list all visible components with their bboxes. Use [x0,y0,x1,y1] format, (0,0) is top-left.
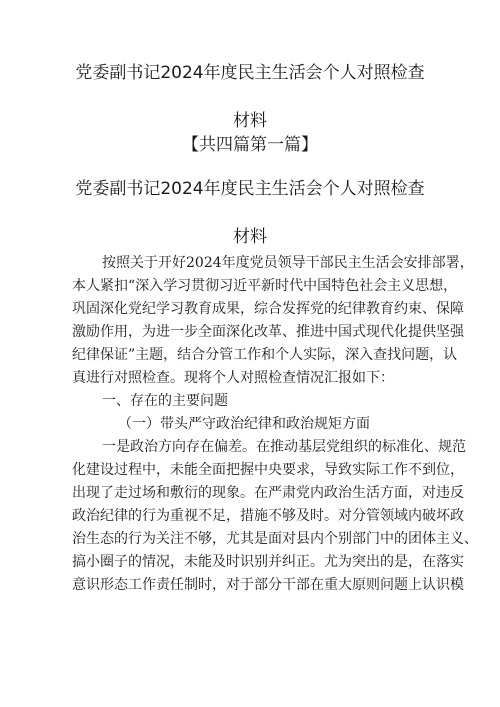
body-line: 治生态的行为关注不够，尤其是面对县内个别部门中的团体主义、 [72,531,478,547]
document-title-line-2: 材料 [233,111,267,131]
document-subtitle: 【共四篇第一篇】 [182,135,318,155]
body-line: 化建设过程中，未能全面把握中央要求，导致实际工作不到位， [72,462,464,478]
intro-line: 激励作用，为进一步全面深化改革、推进中国式现代化提供坚强 [72,324,464,340]
article-title-line-2: 材料 [233,227,267,247]
body-line: 意识形态工作责任制时，对于部分干部在重大原则问题上认识模 [72,577,464,593]
intro-line: 巩固深化党纪学习教育成果，综合发挥党的纪律教育约束、保障 [72,301,464,317]
body-line: 一是政治方向存在偏差。在推动基层党组织的标准化、规范 [102,439,466,455]
body-line: 出现了走过场和敷衍的现象。在严肃党内政治生活方面，对违反 [72,485,464,501]
intro-line: 纪律保证”主题，结合分管工作和个人实际，深入查找问题，认 [72,347,458,363]
body-line: 政治纪律的行为重视不足，措施不够及时。对分管领域内破坏政 [72,508,464,524]
article-title-line-1: 党委副书记2024年度民主生活会个人对照检查 [75,179,425,199]
subsection-1-heading: （一）带头严守政治纪律和政治规矩方面 [118,416,370,432]
intro-line: 按照关于开好2024年度党员领导干部民主生活会安排部署， [102,255,474,271]
section-1-heading: 一、存在的主要问题 [102,393,228,409]
document-title-line-1: 党委副书记2024年度民主生活会个人对照检查 [75,63,425,83]
intro-line: 真进行对照检查。现将个人对照检查情况汇报如下： [72,370,394,386]
intro-line: 本人紧扣“深入学习贯彻习近平新时代中国特色社会主义思想， [72,278,458,294]
body-line: 搞小圈子的情况，未能及时识别并纠正。尤为突出的是，在落实 [72,554,464,570]
